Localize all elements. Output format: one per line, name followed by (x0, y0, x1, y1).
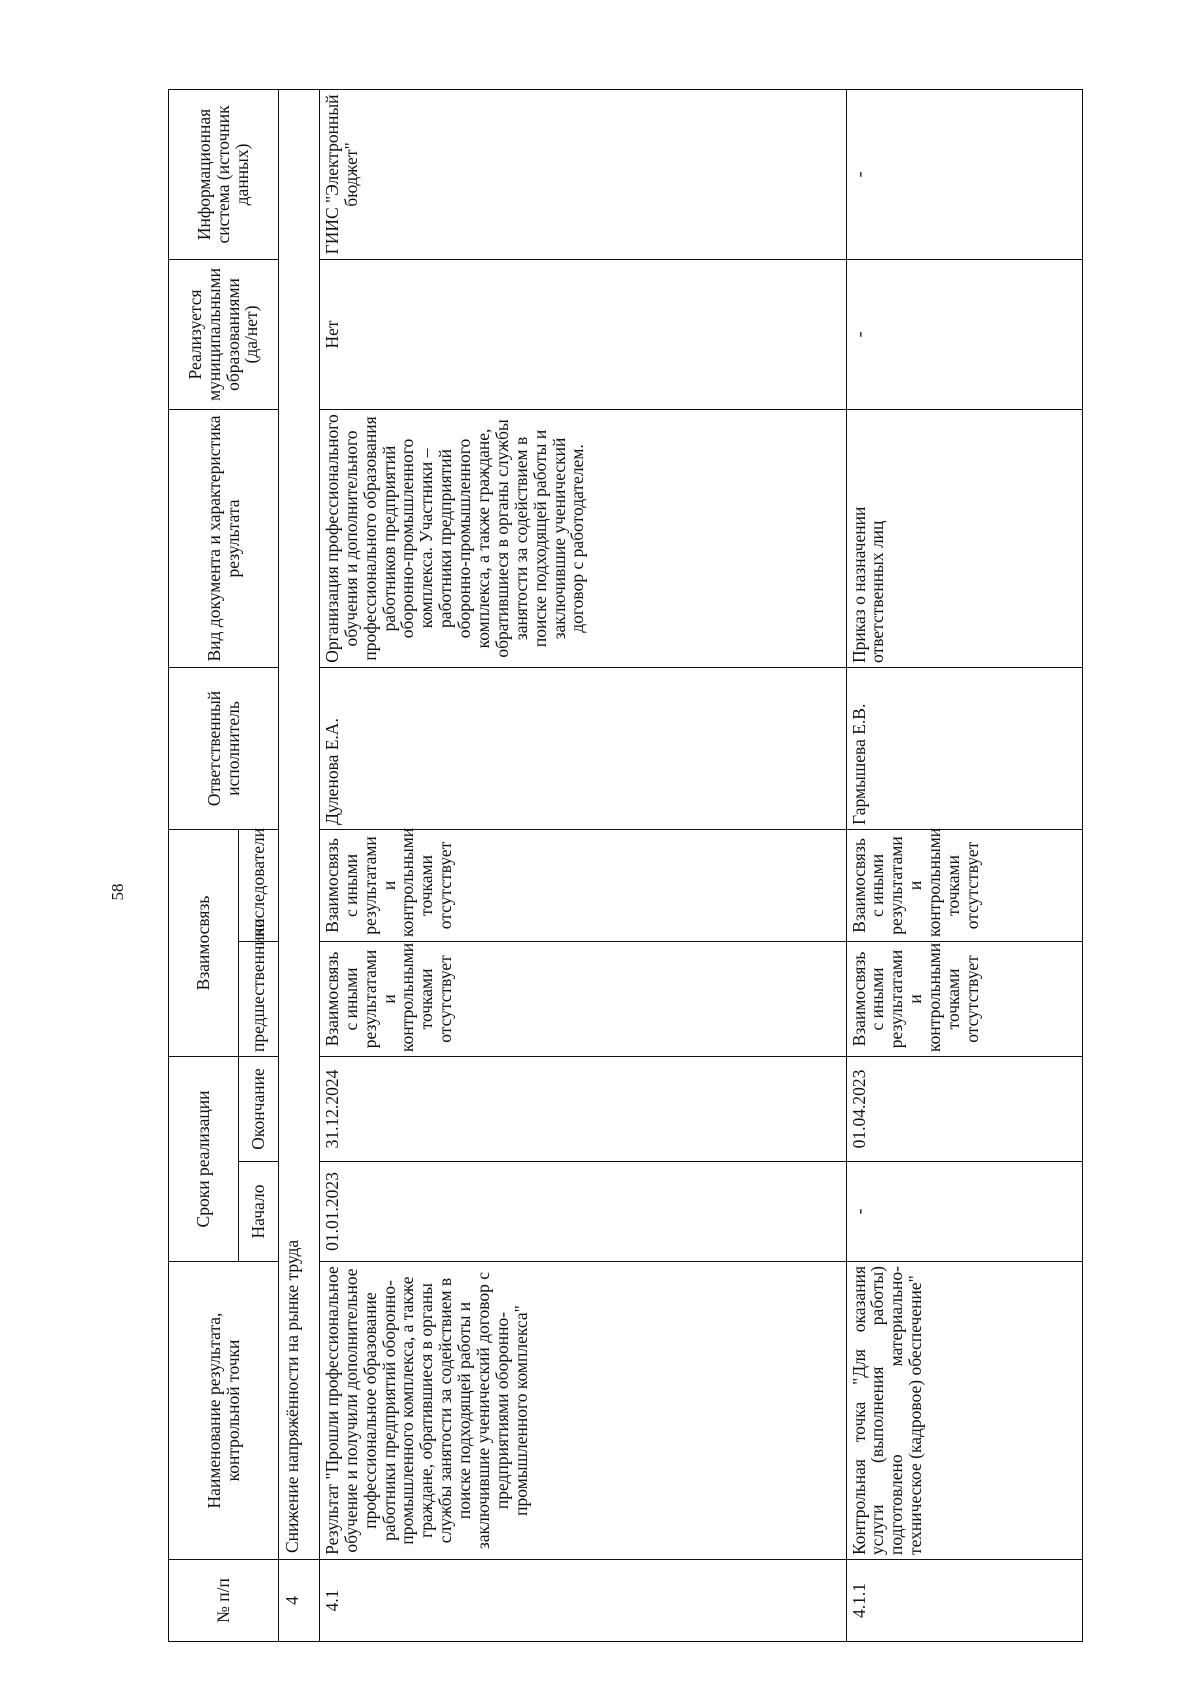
row-start: - (846, 1162, 1082, 1262)
row-successors: Взаимосвязь с иными результатами и контрольными точками отсутствует (319, 829, 846, 941)
section-row (279, 89, 320, 1641)
row-municipal: Нет (319, 259, 846, 409)
header-info: Информационная система (источник данных) (169, 89, 279, 259)
table-row (846, 89, 1082, 1641)
row-start: 01.01.2023 (319, 1162, 846, 1262)
section-title: Снижение напряжённости на рынке труда (279, 89, 320, 1559)
header-executor: Ответственный исполнитель (169, 667, 279, 829)
header-relation: Взаимосвязь (169, 829, 239, 1056)
row-info: ГИИС "Электронный бюджет" (319, 89, 846, 259)
row-predecessors: Взаимосвязь с иными результатами и контрольными точками отсутствует (846, 941, 1082, 1056)
header-predecessors: предшественники (239, 941, 279, 1056)
row-name: Контрольная точка "Для оказания услуги (выполнения работы) подготовлено материально-техническое (кадровое) обеспечение" (846, 1262, 1082, 1560)
header-doc: Вид документа и характеристика результата (169, 409, 279, 667)
row-num: 4.1 (319, 1560, 846, 1642)
row-end: 01.04.2023 (846, 1056, 1082, 1161)
table-rotated-wrapper (168, 90, 1083, 1642)
row-successors: Взаимосвязь с иными результатами и контрольными точками отсутствует (846, 829, 1082, 941)
table-frame (168, 90, 1083, 1642)
results-table (168, 89, 1083, 1642)
header-start: Начало (239, 1162, 279, 1262)
row-doc: Организация профессионального обучения и дополнительного профессионального образования работников предприятий оборонно-промышленного комплекса. Участники – работники предприятий оборонно-промышленного комплекса, а также граждане, обратившиеся в органы службы занятости за содействием в поиске подходящей работы и заключившие ученический договор с работодателем. (319, 409, 846, 667)
page-number: 58 (108, 883, 127, 901)
table-row (319, 89, 846, 1641)
row-doc: Приказ о назначении ответственных лиц (846, 409, 1082, 667)
row-predecessors: Взаимосвязь с иными результатами и контрольными точками отсутствует (319, 941, 846, 1056)
section-num: 4 (279, 1560, 320, 1642)
row-municipal: - (846, 259, 1082, 409)
header-municipal: Реализуется муниципальными образованиями (да/нет) (169, 259, 279, 409)
row-info: - (846, 89, 1082, 259)
header-name: Наименование результата, контрольной точки (169, 1262, 279, 1560)
header-terms: Сроки реализации (169, 1056, 239, 1261)
row-end: 31.12.2024 (319, 1056, 846, 1161)
header-end: Окончание (239, 1056, 279, 1161)
row-name: Результат "Прошли профессиональное обучение и получили дополнительное профессиональное образование работники предприятий оборонно-промышленного комплекса, а также граждане, обратившиеся в органы службы занятости за содействием в поиске подходящей работы и заключившие ученический договор с предприятиями оборонно-промышленного комплекса" (319, 1262, 846, 1560)
header-successors: последователи (239, 829, 279, 941)
header-num: № п/п (169, 1560, 279, 1642)
row-executor: Дуленова Е.А. (319, 667, 846, 829)
row-executor: Гармышева Е.В. (846, 667, 1082, 829)
row-num: 4.1.1 (846, 1560, 1082, 1642)
